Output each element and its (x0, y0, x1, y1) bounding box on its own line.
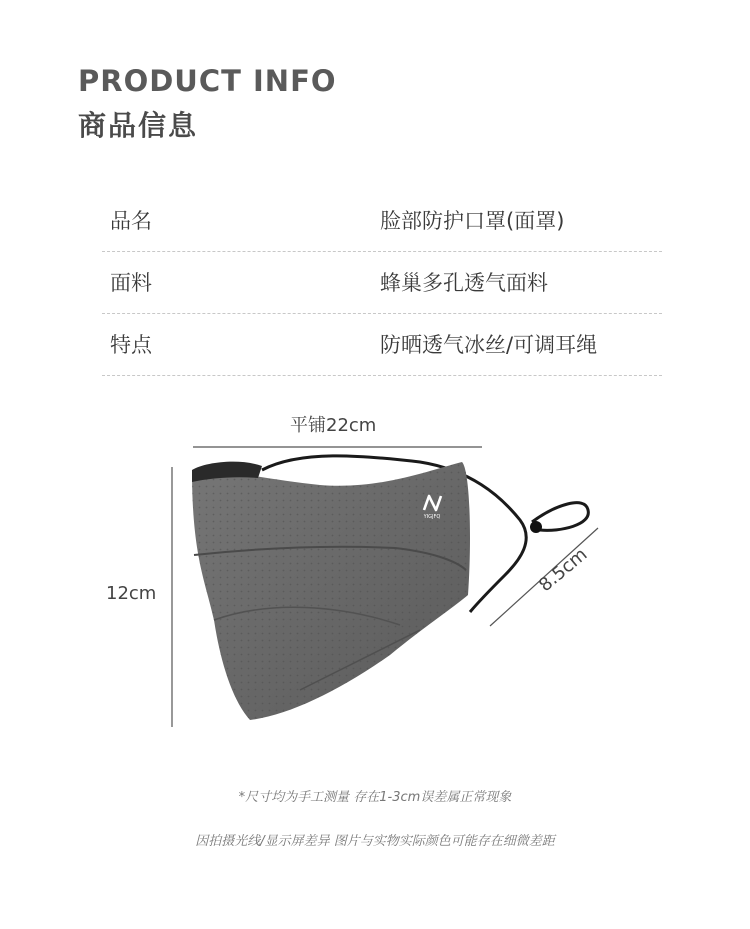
measurement-note: *尺寸均为手工测量 存在1-3cm误差属正常现象 (238, 790, 512, 805)
spec-label-name: 品名 (110, 209, 152, 233)
strap-dimension-label: 8.5cm (535, 543, 592, 597)
width-dimension-label: 平铺22cm (290, 415, 377, 436)
spec-value-feature: 防晒透气冰丝/可调耳绳 (380, 333, 598, 357)
spec-value-name: 脸部防护口罩(面罩) (380, 209, 565, 233)
brand-logo-text: YIGJFQ (423, 514, 441, 520)
strap-toggle-icon (530, 521, 542, 533)
color-note: 因拍摄光线/显示屏差异 图片与实物实际颜色可能存在细微差距 (195, 834, 555, 849)
title-english: PRODUCT INFO (78, 64, 337, 98)
height-dimension-label: 12cm (106, 583, 157, 604)
spec-label-feature: 特点 (110, 333, 152, 357)
spec-label-fabric: 面料 (110, 271, 152, 295)
title-chinese: 商品信息 (78, 109, 199, 142)
spec-value-fabric: 蜂巢多孔透气面料 (380, 271, 548, 295)
